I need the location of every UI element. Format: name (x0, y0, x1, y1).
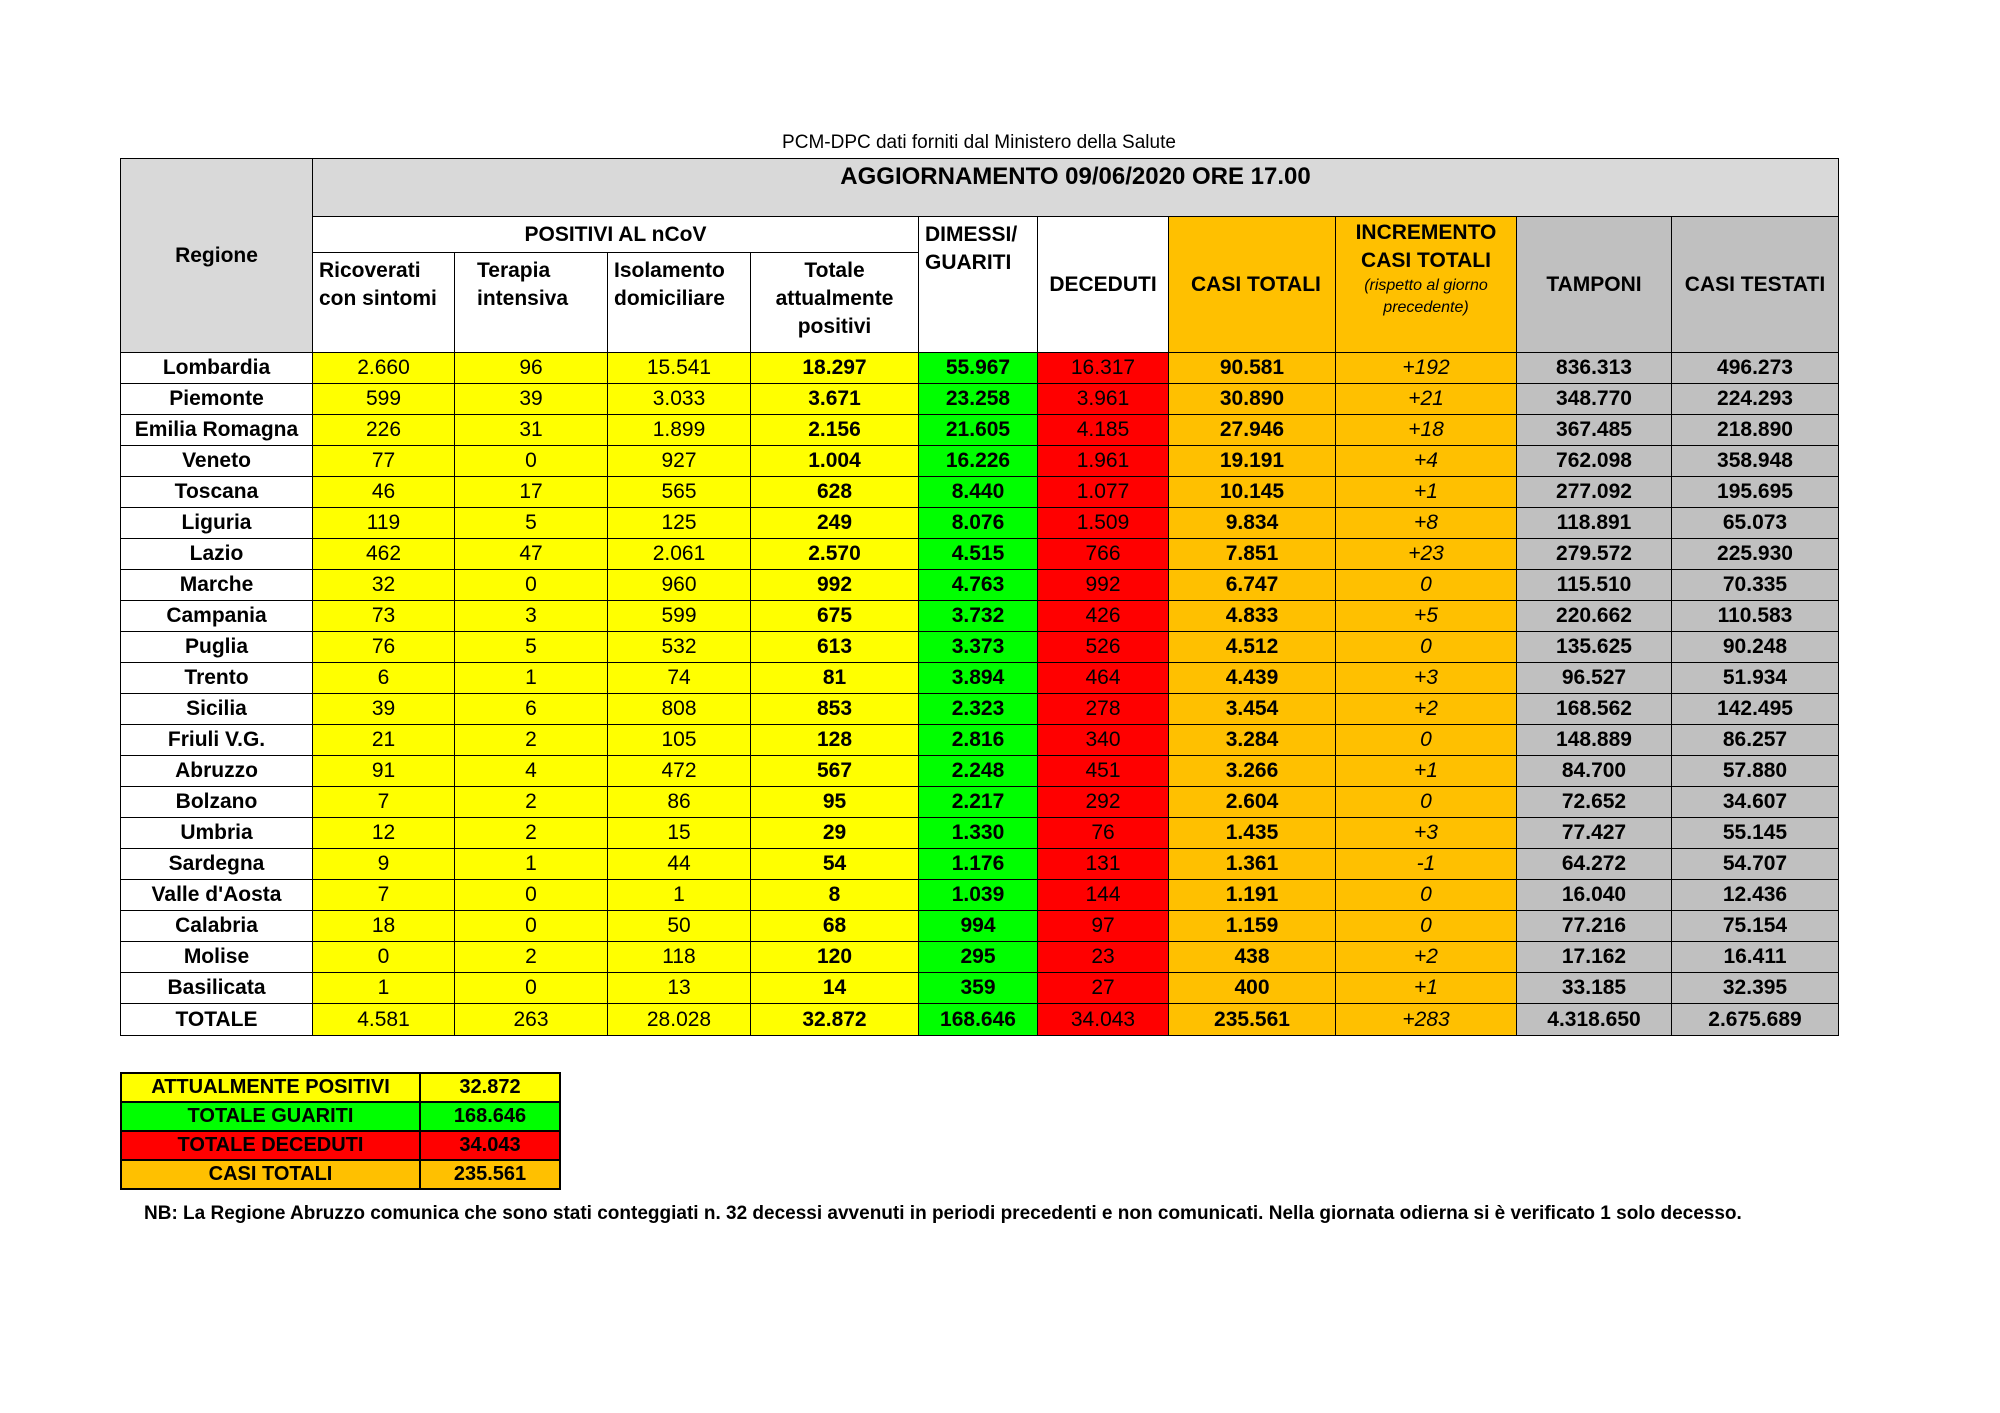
cell-tamponi: 84.700 (1517, 756, 1672, 787)
summary-table (120, 1072, 561, 1190)
cell-casi-testati: 195.695 (1672, 477, 1839, 508)
table-row (121, 911, 1839, 942)
cell-casi-testati: 12.436 (1672, 880, 1839, 911)
cell-deceduti: 1.961 (1038, 446, 1169, 477)
cell-region: Veneto (121, 446, 313, 477)
cell-ricoverati: 7 (313, 787, 455, 818)
cell-totale-positivi: 54 (751, 849, 919, 880)
cell-casi-testati: 2.675.689 (1672, 1004, 1839, 1036)
cell-casi-testati: 358.948 (1672, 446, 1839, 477)
cell-dimessi: 8.440 (919, 477, 1038, 508)
cell-tamponi: 96.527 (1517, 663, 1672, 694)
cell-totale-positivi: 2.570 (751, 539, 919, 570)
cell-casi-totali: 27.946 (1169, 415, 1336, 446)
cell-dimessi: 4.515 (919, 539, 1038, 570)
cell-totale-positivi: 8 (751, 880, 919, 911)
cell-dimessi: 21.605 (919, 415, 1038, 446)
cell-deceduti: 426 (1038, 601, 1169, 632)
cell-region: Liguria (121, 508, 313, 539)
footnote: NB: La Regione Abruzzo comunica che sono stati conteggiati n. 32 decessi avvenuti in periodi precedenti e non comunicati. Nella giornata odierna si è verificato 1 solo decesso. (144, 1203, 1742, 1224)
cell-casi-totali: 1.159 (1169, 911, 1336, 942)
header-regione: Regione (121, 159, 313, 353)
cell-dimessi: 55.967 (919, 353, 1038, 384)
cell-casi-testati: 16.411 (1672, 942, 1839, 973)
cell-isolamento: 15.541 (608, 353, 751, 384)
table-row (121, 694, 1839, 725)
cell-isolamento: 13 (608, 973, 751, 1004)
cell-totale-positivi: 68 (751, 911, 919, 942)
table-row (121, 756, 1839, 787)
cell-tamponi: 17.162 (1517, 942, 1672, 973)
cell-casi-totali: 4.439 (1169, 663, 1336, 694)
cell-terapia: 263 (455, 1004, 608, 1036)
cell-tamponi: 64.272 (1517, 849, 1672, 880)
cell-casi-totali: 4.512 (1169, 632, 1336, 663)
cell-casi-totali: 3.266 (1169, 756, 1336, 787)
total-row (121, 1004, 1839, 1036)
cell-ricoverati: 2.660 (313, 353, 455, 384)
cell-deceduti: 292 (1038, 787, 1169, 818)
cell-dimessi: 8.076 (919, 508, 1038, 539)
cell-isolamento: 118 (608, 942, 751, 973)
cell-tamponi: 220.662 (1517, 601, 1672, 632)
cell-incremento: +192 (1336, 353, 1517, 384)
cell-terapia: 0 (455, 973, 608, 1004)
cell-dimessi: 3.373 (919, 632, 1038, 663)
cell-totale-positivi: 2.156 (751, 415, 919, 446)
cell-region: Puglia (121, 632, 313, 663)
cell-totale-positivi: 32.872 (751, 1004, 919, 1036)
cell-deceduti: 451 (1038, 756, 1169, 787)
cell-casi-totali: 9.834 (1169, 508, 1336, 539)
cell-totale-positivi: 3.671 (751, 384, 919, 415)
cell-casi-testati: 218.890 (1672, 415, 1839, 446)
cell-isolamento: 86 (608, 787, 751, 818)
cell-terapia: 0 (455, 570, 608, 601)
cell-terapia: 47 (455, 539, 608, 570)
cell-deceduti: 16.317 (1038, 353, 1169, 384)
cell-terapia: 1 (455, 663, 608, 694)
cell-totale-positivi: 128 (751, 725, 919, 756)
table-row (121, 570, 1839, 601)
cell-terapia: 0 (455, 880, 608, 911)
cell-incremento: +8 (1336, 508, 1517, 539)
cell-incremento: +1 (1336, 477, 1517, 508)
table-row (121, 942, 1839, 973)
cell-isolamento: 44 (608, 849, 751, 880)
table-row (121, 663, 1839, 694)
cell-casi-testati: 55.145 (1672, 818, 1839, 849)
cell-deceduti: 97 (1038, 911, 1169, 942)
cell-ricoverati: 119 (313, 508, 455, 539)
cell-region: Calabria (121, 911, 313, 942)
cell-incremento: +1 (1336, 973, 1517, 1004)
table-row (121, 973, 1839, 1004)
table-row (121, 415, 1839, 446)
report-title: AGGIORNAMENTO 09/06/2020 ORE 17.00 (313, 159, 1839, 217)
cell-incremento: +23 (1336, 539, 1517, 570)
table-row (121, 601, 1839, 632)
cell-casi-totali: 10.145 (1169, 477, 1336, 508)
cell-tamponi: 367.485 (1517, 415, 1672, 446)
cell-tamponi: 118.891 (1517, 508, 1672, 539)
cell-terapia: 1 (455, 849, 608, 880)
cell-deceduti: 1.509 (1038, 508, 1169, 539)
table-row (121, 508, 1839, 539)
summary-label: ATTUALMENTE POSITIVI (121, 1073, 420, 1102)
cell-dimessi: 1.330 (919, 818, 1038, 849)
cell-deceduti: 23 (1038, 942, 1169, 973)
cell-dimessi: 359 (919, 973, 1038, 1004)
cell-region: Sicilia (121, 694, 313, 725)
cell-region: Sardegna (121, 849, 313, 880)
cell-terapia: 31 (455, 415, 608, 446)
cell-tamponi: 148.889 (1517, 725, 1672, 756)
cell-region: Molise (121, 942, 313, 973)
cell-tamponi: 4.318.650 (1517, 1004, 1672, 1036)
cell-casi-testati: 110.583 (1672, 601, 1839, 632)
summary-value: 34.043 (420, 1131, 560, 1160)
cell-tamponi: 348.770 (1517, 384, 1672, 415)
summary-row (121, 1160, 560, 1189)
cell-totale-positivi: 853 (751, 694, 919, 725)
cell-casi-testati: 142.495 (1672, 694, 1839, 725)
cell-region: TOTALE (121, 1004, 313, 1036)
cell-deceduti: 27 (1038, 973, 1169, 1004)
cell-totale-positivi: 120 (751, 942, 919, 973)
header-isolamento: Isolamento domiciliare (608, 253, 751, 353)
cell-tamponi: 115.510 (1517, 570, 1672, 601)
cell-incremento: 0 (1336, 632, 1517, 663)
cell-terapia: 3 (455, 601, 608, 632)
cell-incremento: +3 (1336, 818, 1517, 849)
cell-incremento: +21 (1336, 384, 1517, 415)
cell-ricoverati: 91 (313, 756, 455, 787)
cell-region: Valle d'Aosta (121, 880, 313, 911)
header-casi-testati: CASI TESTATI (1672, 217, 1839, 353)
cell-dimessi: 1.176 (919, 849, 1038, 880)
cell-deceduti: 340 (1038, 725, 1169, 756)
cell-dimessi: 2.816 (919, 725, 1038, 756)
cell-tamponi: 277.092 (1517, 477, 1672, 508)
cell-incremento: -1 (1336, 849, 1517, 880)
cell-isolamento: 105 (608, 725, 751, 756)
cell-totale-positivi: 81 (751, 663, 919, 694)
cell-totale-positivi: 992 (751, 570, 919, 601)
cell-isolamento: 3.033 (608, 384, 751, 415)
cell-casi-testati: 54.707 (1672, 849, 1839, 880)
cell-ricoverati: 76 (313, 632, 455, 663)
cell-totale-positivi: 628 (751, 477, 919, 508)
cell-casi-testati: 224.293 (1672, 384, 1839, 415)
cell-totale-positivi: 613 (751, 632, 919, 663)
summary-value: 235.561 (420, 1160, 560, 1189)
cell-region: Bolzano (121, 787, 313, 818)
cell-tamponi: 33.185 (1517, 973, 1672, 1004)
cell-casi-totali: 7.851 (1169, 539, 1336, 570)
cell-dimessi: 3.732 (919, 601, 1038, 632)
cell-incremento: 0 (1336, 787, 1517, 818)
cell-ricoverati: 0 (313, 942, 455, 973)
cell-terapia: 39 (455, 384, 608, 415)
cell-region: Campania (121, 601, 313, 632)
table-row (121, 725, 1839, 756)
cell-casi-totali: 1.435 (1169, 818, 1336, 849)
cell-casi-totali: 400 (1169, 973, 1336, 1004)
table-row (121, 384, 1839, 415)
cell-region: Abruzzo (121, 756, 313, 787)
cell-dimessi: 1.039 (919, 880, 1038, 911)
header-ricoverati: Ricoverati con sintomi (313, 253, 455, 353)
cell-isolamento: 28.028 (608, 1004, 751, 1036)
table-row (121, 787, 1839, 818)
summary-value: 32.872 (420, 1073, 560, 1102)
cell-deceduti: 131 (1038, 849, 1169, 880)
cell-deceduti: 76 (1038, 818, 1169, 849)
cell-totale-positivi: 567 (751, 756, 919, 787)
cell-tamponi: 77.216 (1517, 911, 1672, 942)
cell-isolamento: 472 (608, 756, 751, 787)
cell-deceduti: 278 (1038, 694, 1169, 725)
cell-isolamento: 599 (608, 601, 751, 632)
cell-tamponi: 762.098 (1517, 446, 1672, 477)
cell-dimessi: 168.646 (919, 1004, 1038, 1036)
cell-tamponi: 77.427 (1517, 818, 1672, 849)
cell-ricoverati: 599 (313, 384, 455, 415)
cell-totale-positivi: 675 (751, 601, 919, 632)
cell-ricoverati: 1 (313, 973, 455, 1004)
cell-dimessi: 23.258 (919, 384, 1038, 415)
cell-ricoverati: 462 (313, 539, 455, 570)
cell-region: Lazio (121, 539, 313, 570)
cell-isolamento: 2.061 (608, 539, 751, 570)
cell-dimessi: 3.894 (919, 663, 1038, 694)
cell-casi-testati: 90.248 (1672, 632, 1839, 663)
cell-tamponi: 72.652 (1517, 787, 1672, 818)
cell-ricoverati: 18 (313, 911, 455, 942)
cell-region: Basilicata (121, 973, 313, 1004)
cell-deceduti: 3.961 (1038, 384, 1169, 415)
cell-casi-totali: 2.604 (1169, 787, 1336, 818)
header-positivi-group: POSITIVI AL nCoV (313, 217, 919, 253)
cell-isolamento: 927 (608, 446, 751, 477)
cell-dimessi: 2.217 (919, 787, 1038, 818)
summary-row (121, 1102, 560, 1131)
cell-casi-testati: 75.154 (1672, 911, 1839, 942)
cell-casi-totali: 438 (1169, 942, 1336, 973)
header-totale-positivi: Totale attualmente positivi (751, 253, 919, 353)
cell-deceduti: 526 (1038, 632, 1169, 663)
table-row (121, 539, 1839, 570)
summary-row (121, 1131, 560, 1160)
cell-casi-totali: 90.581 (1169, 353, 1336, 384)
table-row (121, 446, 1839, 477)
cell-region: Umbria (121, 818, 313, 849)
table-body (121, 353, 1839, 1036)
cell-incremento: 0 (1336, 570, 1517, 601)
cell-isolamento: 808 (608, 694, 751, 725)
cell-casi-totali: 30.890 (1169, 384, 1336, 415)
cell-dimessi: 295 (919, 942, 1038, 973)
table-row (121, 880, 1839, 911)
cell-dimessi: 4.763 (919, 570, 1038, 601)
header-incremento-label: INCREMENTO CASI TOTALI (1355, 221, 1497, 272)
cell-terapia: 2 (455, 942, 608, 973)
cell-deceduti: 4.185 (1038, 415, 1169, 446)
cell-isolamento: 532 (608, 632, 751, 663)
cell-casi-totali: 3.454 (1169, 694, 1336, 725)
cell-ricoverati: 32 (313, 570, 455, 601)
table-row (121, 632, 1839, 663)
cell-totale-positivi: 14 (751, 973, 919, 1004)
cell-totale-positivi: 29 (751, 818, 919, 849)
cell-dimessi: 2.323 (919, 694, 1038, 725)
cell-isolamento: 1 (608, 880, 751, 911)
cell-incremento: +283 (1336, 1004, 1517, 1036)
cell-terapia: 6 (455, 694, 608, 725)
cell-region: Marche (121, 570, 313, 601)
cell-casi-testati: 496.273 (1672, 353, 1839, 384)
cell-casi-testati: 57.880 (1672, 756, 1839, 787)
cell-casi-totali: 6.747 (1169, 570, 1336, 601)
header-incremento (1336, 217, 1517, 353)
cell-terapia: 17 (455, 477, 608, 508)
cell-region: Toscana (121, 477, 313, 508)
cell-deceduti: 1.077 (1038, 477, 1169, 508)
summary-label: CASI TOTALI (121, 1160, 420, 1189)
cell-casi-testati: 70.335 (1672, 570, 1839, 601)
cell-terapia: 5 (455, 508, 608, 539)
cell-casi-totali: 235.561 (1169, 1004, 1336, 1036)
cell-incremento: +5 (1336, 601, 1517, 632)
cell-isolamento: 565 (608, 477, 751, 508)
cell-ricoverati: 226 (313, 415, 455, 446)
cell-dimessi: 994 (919, 911, 1038, 942)
cell-region: Trento (121, 663, 313, 694)
table-row (121, 353, 1839, 384)
cell-incremento: +18 (1336, 415, 1517, 446)
cell-isolamento: 1.899 (608, 415, 751, 446)
table-row (121, 818, 1839, 849)
cell-tamponi: 279.572 (1517, 539, 1672, 570)
cell-ricoverati: 73 (313, 601, 455, 632)
cell-region: Friuli V.G. (121, 725, 313, 756)
cell-incremento: +4 (1336, 446, 1517, 477)
cell-terapia: 0 (455, 911, 608, 942)
cell-ricoverati: 6 (313, 663, 455, 694)
source-caption: PCM-DPC dati forniti dal Ministero della Salute (782, 132, 1176, 153)
cell-terapia: 0 (455, 446, 608, 477)
summary-label: TOTALE GUARITI (121, 1102, 420, 1131)
cell-tamponi: 16.040 (1517, 880, 1672, 911)
cell-incremento: 0 (1336, 880, 1517, 911)
cell-casi-totali: 1.191 (1169, 880, 1336, 911)
cell-terapia: 96 (455, 353, 608, 384)
summary-value: 168.646 (420, 1102, 560, 1131)
cell-incremento: +1 (1336, 756, 1517, 787)
cell-casi-testati: 32.395 (1672, 973, 1839, 1004)
cell-deceduti: 766 (1038, 539, 1169, 570)
header-incremento-note: (rispetto al giorno precedente) (1364, 277, 1488, 316)
cell-casi-totali: 1.361 (1169, 849, 1336, 880)
cell-ricoverati: 77 (313, 446, 455, 477)
cell-totale-positivi: 1.004 (751, 446, 919, 477)
cell-ricoverati: 21 (313, 725, 455, 756)
cell-isolamento: 50 (608, 911, 751, 942)
cell-dimessi: 16.226 (919, 446, 1038, 477)
header-deceduti: DECEDUTI (1038, 217, 1169, 353)
table-row (121, 477, 1839, 508)
cell-casi-testati: 225.930 (1672, 539, 1839, 570)
cell-incremento: 0 (1336, 725, 1517, 756)
cell-terapia: 5 (455, 632, 608, 663)
cell-region: Piemonte (121, 384, 313, 415)
cell-tamponi: 836.313 (1517, 353, 1672, 384)
cell-casi-testati: 51.934 (1672, 663, 1839, 694)
cell-ricoverati: 12 (313, 818, 455, 849)
cell-deceduti: 464 (1038, 663, 1169, 694)
header-casi-totali: CASI TOTALI (1169, 217, 1336, 353)
cell-totale-positivi: 249 (751, 508, 919, 539)
cell-casi-testati: 86.257 (1672, 725, 1839, 756)
cell-casi-testati: 34.607 (1672, 787, 1839, 818)
header-dimessi: DIMESSI/ GUARITI (919, 217, 1038, 353)
cell-tamponi: 135.625 (1517, 632, 1672, 663)
cell-ricoverati: 9 (313, 849, 455, 880)
cell-terapia: 2 (455, 787, 608, 818)
summary-row (121, 1073, 560, 1102)
cell-isolamento: 15 (608, 818, 751, 849)
cell-incremento: +3 (1336, 663, 1517, 694)
cell-casi-testati: 65.073 (1672, 508, 1839, 539)
cell-dimessi: 2.248 (919, 756, 1038, 787)
cell-casi-totali: 19.191 (1169, 446, 1336, 477)
header-terapia: Terapia intensiva (455, 253, 608, 353)
cell-ricoverati: 7 (313, 880, 455, 911)
cell-terapia: 2 (455, 818, 608, 849)
cell-region: Emilia Romagna (121, 415, 313, 446)
cell-casi-totali: 4.833 (1169, 601, 1336, 632)
cell-region: Lombardia (121, 353, 313, 384)
cell-terapia: 4 (455, 756, 608, 787)
cell-deceduti: 34.043 (1038, 1004, 1169, 1036)
cell-isolamento: 125 (608, 508, 751, 539)
cell-incremento: 0 (1336, 911, 1517, 942)
header-tamponi: TAMPONI (1517, 217, 1672, 353)
table-row (121, 849, 1839, 880)
cell-incremento: +2 (1336, 942, 1517, 973)
cell-ricoverati: 4.581 (313, 1004, 455, 1036)
cell-tamponi: 168.562 (1517, 694, 1672, 725)
cell-isolamento: 74 (608, 663, 751, 694)
cell-isolamento: 960 (608, 570, 751, 601)
covid-data-table (120, 158, 1839, 1036)
cell-terapia: 2 (455, 725, 608, 756)
cell-deceduti: 992 (1038, 570, 1169, 601)
cell-totale-positivi: 95 (751, 787, 919, 818)
cell-incremento: +2 (1336, 694, 1517, 725)
cell-deceduti: 144 (1038, 880, 1169, 911)
cell-ricoverati: 46 (313, 477, 455, 508)
cell-totale-positivi: 18.297 (751, 353, 919, 384)
cell-casi-totali: 3.284 (1169, 725, 1336, 756)
summary-label: TOTALE DECEDUTI (121, 1131, 420, 1160)
cell-ricoverati: 39 (313, 694, 455, 725)
